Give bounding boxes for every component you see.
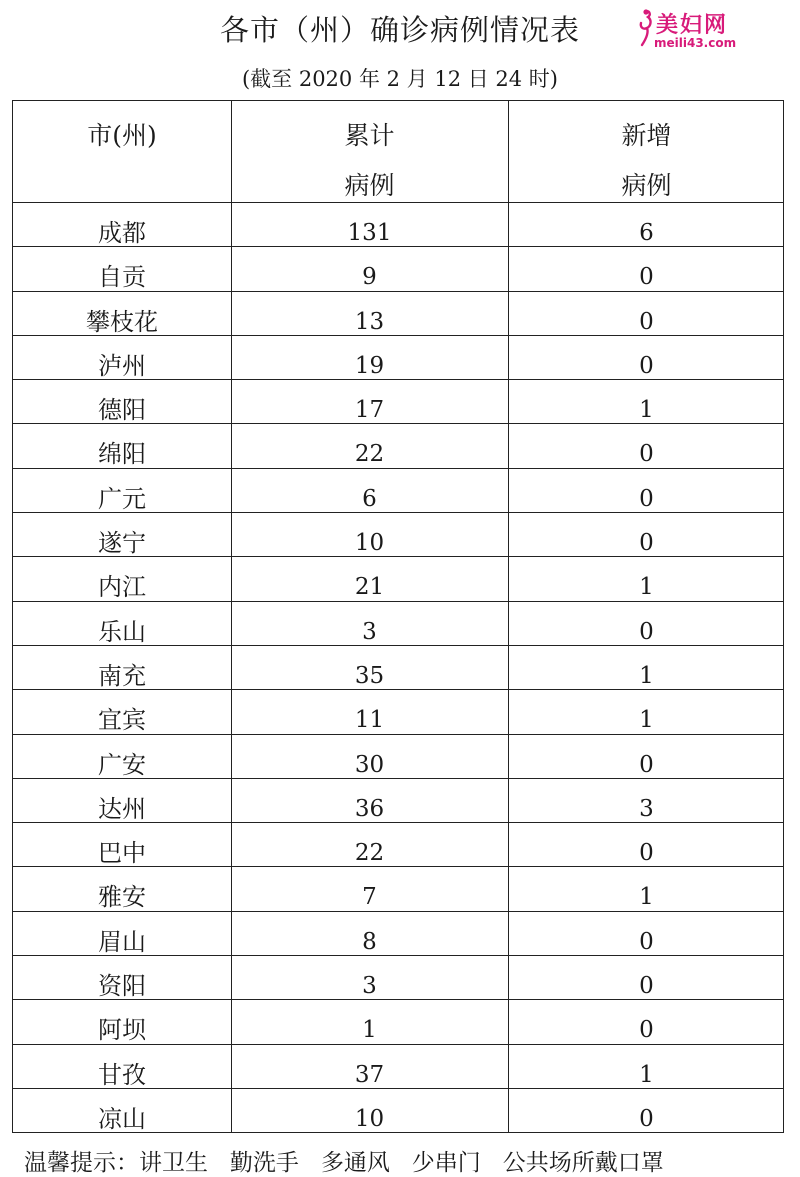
city-cell: 攀枝花 (86, 307, 158, 335)
city-cell: 内江 (98, 573, 146, 601)
cumulative-cell: 131 (347, 220, 392, 246)
new-cell: 0 (639, 485, 654, 512)
cumulative-cell: 8 (362, 928, 377, 955)
header-city (13, 101, 231, 202)
column-divider (231, 101, 232, 1132)
new-cell: 1 (639, 397, 654, 424)
table-row (13, 735, 783, 779)
city-cell: 眉山 (98, 927, 146, 956)
cumulative-cell: 37 (354, 1061, 385, 1088)
city-cell: 广安 (98, 750, 146, 778)
table-row (13, 513, 783, 557)
header-cumulative-line1: 累计 (344, 121, 395, 150)
table-row (13, 823, 783, 867)
cumulative-cell: 7 (362, 884, 377, 911)
cumulative-cell: 9 (362, 264, 377, 291)
table-row (13, 956, 783, 1000)
city-cell: 资阳 (98, 972, 146, 1000)
table-row (13, 424, 783, 468)
new-cell: 0 (639, 530, 654, 557)
table-row (13, 646, 783, 690)
city-cell: 泸州 (98, 351, 146, 380)
new-cell: 0 (639, 352, 654, 379)
table-row (13, 203, 783, 247)
new-cell: 0 (639, 973, 654, 1000)
city-cell: 绵阳 (98, 440, 146, 468)
page-title: 各市（州）确诊病例情况表 (219, 13, 580, 47)
city-cell: 遂宁 (98, 529, 146, 557)
table-row (13, 247, 783, 291)
cumulative-cell: 1 (362, 1017, 377, 1044)
cumulative-cell: 35 (354, 662, 385, 689)
city-cell: 达州 (98, 794, 146, 823)
new-cell: 1 (639, 707, 654, 734)
city-cell: 德阳 (98, 396, 146, 424)
new-cell: 0 (639, 618, 654, 645)
table-row (13, 557, 783, 601)
new-cell: 6 (639, 220, 654, 246)
table-row (13, 469, 783, 513)
cases-table (12, 100, 784, 1133)
city-cell: 凉山 (98, 1104, 146, 1133)
cumulative-cell: 10 (354, 1105, 385, 1132)
new-cell: 0 (639, 308, 654, 335)
table-row (13, 912, 783, 956)
watermark (634, 6, 794, 54)
table-row (13, 292, 783, 336)
city-cell: 宜宾 (98, 706, 146, 734)
new-cell: 0 (639, 1105, 654, 1132)
cumulative-cell: 10 (354, 530, 385, 557)
cumulative-cell: 11 (354, 707, 385, 734)
table-row (13, 690, 783, 734)
table-row (13, 779, 783, 823)
cumulative-cell: 3 (362, 618, 377, 645)
table-row (13, 1000, 783, 1044)
city-cell: 阿坝 (98, 1016, 146, 1044)
new-cell: 0 (639, 1017, 654, 1044)
footer-tip: 温馨提示：讲卫生 勤洗手 多通风 少串门 公共场所戴口罩 (24, 1150, 664, 1176)
table-row (13, 602, 783, 646)
cumulative-cell: 36 (354, 795, 385, 822)
cumulative-cell: 6 (362, 485, 377, 512)
table-row (13, 336, 783, 380)
city-cell: 巴中 (98, 839, 146, 867)
page-subtitle: (截至 2020 年 2 月 12 日 24 时) (241, 67, 559, 91)
header-new-line2: 病例 (621, 171, 672, 200)
new-cell: 0 (639, 928, 654, 955)
new-cell: 0 (639, 264, 654, 291)
header-new (508, 101, 784, 202)
watermark-name: 美妇网 (656, 13, 729, 38)
table-header (13, 101, 783, 203)
city-cell: 成都 (98, 219, 146, 247)
table-row (13, 1089, 783, 1133)
cumulative-cell: 19 (354, 352, 385, 379)
header-cumulative-line2: 病例 (344, 171, 395, 200)
new-cell: 1 (639, 662, 654, 689)
cumulative-cell: 30 (354, 751, 385, 778)
cumulative-cell: 17 (354, 397, 385, 424)
header-new-line1: 新增 (621, 121, 672, 150)
city-cell: 广元 (98, 484, 146, 513)
table-row (13, 1045, 783, 1089)
city-cell: 南充 (98, 661, 146, 690)
cumulative-cell: 22 (354, 441, 385, 468)
new-cell: 0 (639, 840, 654, 867)
column-divider (508, 101, 509, 1132)
new-cell: 1 (639, 574, 654, 601)
figure-silhouette-icon (634, 8, 656, 48)
new-cell: 3 (639, 795, 654, 822)
table-row (13, 867, 783, 911)
city-cell: 自贡 (98, 263, 146, 291)
cumulative-cell: 21 (354, 574, 385, 601)
cumulative-cell: 3 (362, 973, 377, 1000)
table-row (13, 380, 783, 424)
header-city-line1: 市(州) (87, 121, 157, 150)
new-cell: 0 (639, 751, 654, 778)
cumulative-cell: 22 (354, 840, 385, 867)
new-cell: 1 (639, 1061, 654, 1088)
new-cell: 1 (639, 884, 654, 911)
city-cell: 雅安 (98, 883, 146, 911)
table-body (13, 203, 783, 1133)
cumulative-cell: 13 (354, 308, 385, 335)
city-cell: 乐山 (98, 617, 146, 645)
watermark-url: meili43.com (654, 36, 737, 50)
new-cell: 0 (639, 441, 654, 468)
header-cumulative (231, 101, 508, 202)
city-cell: 甘孜 (98, 1060, 146, 1088)
